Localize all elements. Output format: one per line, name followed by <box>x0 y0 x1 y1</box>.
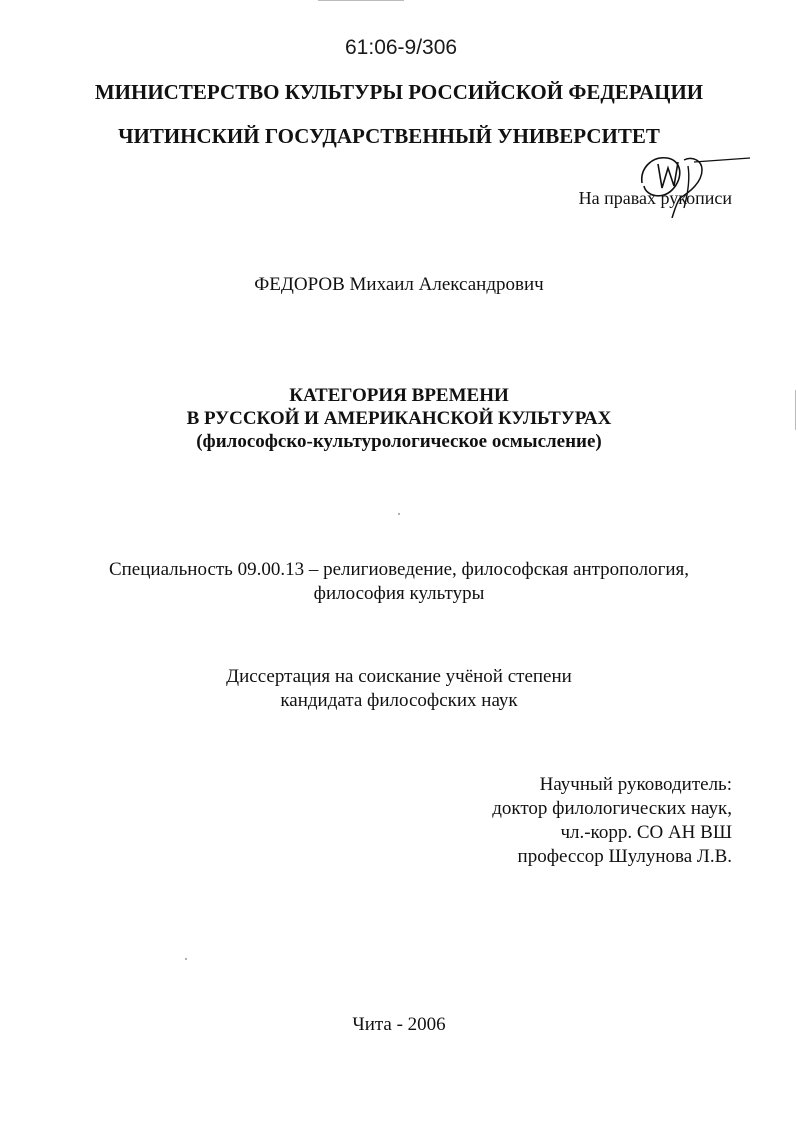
rights-note: На правах рукописи <box>578 188 732 208</box>
supervisor-line-2: доктор филологических наук, <box>492 798 732 819</box>
supervisor-line-4: профессор Шулунова Л.В. <box>517 846 732 867</box>
degree-block <box>0 665 798 713</box>
scan-mark-top <box>318 0 404 1</box>
ministry-heading: МИНИСТЕРСТВО КУЛЬТУРЫ РОССИЙСКОЙ ФЕДЕРАЦИИ <box>94 80 704 104</box>
specialty-block <box>0 558 798 606</box>
university-heading: ЧИТИНСКИЙ ГОСУДАРСТВЕННЫЙ УНИВЕРСИТЕТ <box>118 124 660 148</box>
title-line-1: КАТЕГОРИЯ ВРЕМЕНИ <box>289 385 509 406</box>
author-name: ФЕДОРОВ Михаил Александрович <box>254 274 544 295</box>
title-line-2: В РУССКОЙ И АМЕРИКАНСКОЙ КУЛЬТУРАХ <box>186 408 612 429</box>
scan-speck <box>185 958 187 960</box>
supervisor-line-1: Научный руководитель: <box>539 774 732 795</box>
degree-line-1: Диссертация на соискание учёной степени <box>226 666 572 687</box>
supervisor-block <box>492 773 732 869</box>
title-subtitle: (философско-культурологическое осмысление) <box>196 431 602 452</box>
city-year: Чита - 2006 <box>352 1014 446 1035</box>
specialty-line-2: философия культуры <box>313 583 485 604</box>
archive-code: 61:06-9/306 <box>345 36 458 59</box>
dissertation-title <box>0 384 798 453</box>
supervisor-line-3: чл.-корр. СО АН ВШ <box>560 822 732 843</box>
specialty-line-1: Специальность 09.00.13 – религиоведение, философская антропология, <box>108 559 690 580</box>
degree-line-2: кандидата философских наук <box>280 690 518 711</box>
scan-speck <box>398 513 400 515</box>
